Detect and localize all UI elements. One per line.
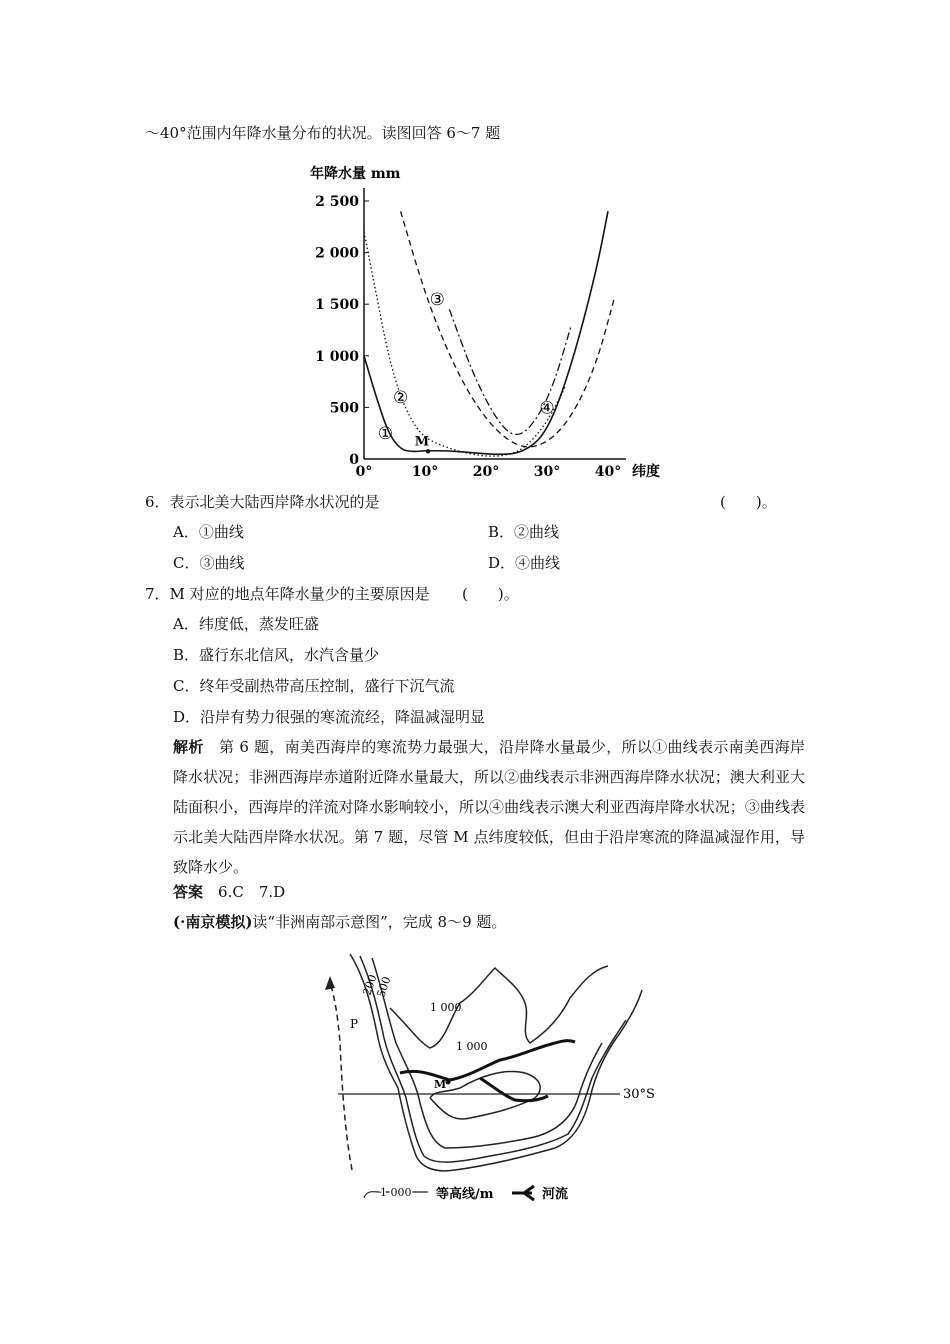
x-tick-label: 0° [355, 464, 373, 480]
q7-stem: 7．M 对应的地点年降水量少的主要原因是 [145, 585, 430, 603]
series-label-1: ① [377, 424, 393, 445]
next-source: (·南京模拟) [173, 913, 253, 931]
series-line-3 [401, 211, 614, 446]
x-tick-label: 10° [411, 464, 439, 480]
point-m-chart-label: M [414, 434, 430, 450]
series-line-2 [364, 232, 565, 456]
southern-africa-map [320, 948, 660, 1213]
analysis-block [173, 732, 805, 882]
contour-500 [372, 958, 602, 1148]
series-label-4: ④ [539, 398, 555, 419]
series-label-2: ② [392, 388, 409, 409]
y-tick-label: 500 [329, 400, 359, 417]
latitude-30s-label: 30°S [623, 1087, 655, 1102]
q6-bracket: ( )。 [720, 493, 777, 511]
next-instruction [173, 912, 506, 932]
map-legend [364, 1186, 568, 1202]
contour-200 [360, 956, 626, 1162]
current-p-label: P [350, 1017, 359, 1031]
legend-contour-symbol [364, 1192, 378, 1198]
contour-label-1000-b: 1 000 [456, 1040, 488, 1053]
x-tick-label: 30° [533, 464, 561, 480]
legend-contour-value: 1 000 [380, 1186, 412, 1199]
main-river [400, 1041, 575, 1080]
q6-option-a[interactable]: A．①曲线 [173, 523, 244, 541]
q7-option-d[interactable]: D．沿岸有势力很强的寒流流经，降温减湿明显 [173, 708, 486, 726]
legend-river-symbol [512, 1186, 534, 1200]
point-m-label: M [434, 1078, 447, 1091]
y-tick-label: 2 000 [315, 245, 359, 262]
y-axis-label: 年降水量 mm [310, 166, 401, 182]
contour-label-200: 200 [360, 972, 380, 997]
y-tick-labels [315, 194, 369, 468]
q7-option-a[interactable]: A．纬度低，蒸发旺盛 [173, 615, 319, 633]
next-text: 读“非洲南部示意图”，完成 8～9 题。 [252, 913, 507, 931]
contour-label-500: 500 [374, 974, 394, 999]
legend-river-label: 河流 [542, 1187, 569, 1202]
y-tick-label: 0 [349, 452, 359, 468]
contour-1000 [390, 966, 608, 1048]
x-tick-labels [356, 464, 622, 480]
q7-option-c[interactable]: C．终年受副热带高压控制，盛行下沉气流 [173, 677, 455, 695]
y-tick-label: 2 500 [315, 194, 359, 210]
point-m [446, 1080, 451, 1085]
precipitation-chart [300, 158, 670, 488]
answer-text: 6.C 7.D [218, 883, 286, 901]
series-labels [378, 290, 555, 453]
answer-line [173, 882, 285, 902]
q6-option-b[interactable]: B．②曲线 [488, 523, 560, 541]
q6-stem: 6．表示北美大陆西岸降水状况的是 [145, 493, 380, 511]
q6-option-c[interactable]: C．③曲线 [173, 554, 245, 572]
legend-contour-label: 等高线/m [436, 1187, 494, 1202]
q6-option-d[interactable]: D．④曲线 [488, 554, 561, 572]
chart-axes [364, 188, 626, 459]
answer-label: 答案 [173, 883, 204, 901]
y-tick-label: 1 000 [315, 348, 359, 365]
current-p-arrowhead [325, 976, 335, 990]
current-p-arrow [330, 983, 352, 1170]
q7-bracket: ( )。 [462, 585, 519, 603]
x-tick-label: 20° [472, 464, 500, 480]
x-axis-label: 纬度 [632, 464, 660, 480]
x-tick-label: 40° [594, 464, 622, 480]
contour-label-1000-a: 1 000 [430, 1001, 462, 1014]
point-m-marker [426, 449, 430, 453]
y-tick-label: 1 500 [315, 297, 359, 314]
analysis-label: 解析 [173, 738, 204, 756]
analysis-text: 第 6 题，南美西海岸的寒流势力最强大，沿岸降水量最少，所以①曲线表示南美西海岸降水状况；非洲西海岸赤道附近降水量最大，所以②曲线表示非洲西海岸降水状况；澳大利亚大陆面积小，西海岸的洋流对降水影响较小，所以④曲线表示澳大利亚西海岸降水状况；③曲线表示北美大陆西岸降水状况。第 7 题，尽管 M 点纬度较低，但由于沿岸寒流的降温减湿作用，导致降水少。 [173, 738, 805, 876]
q7-option-b[interactable]: B．盛行东北信风，水汽含量少 [173, 646, 380, 664]
intro-text: ～40°范围内年降水量分布的状况。读图回答 6～7 题 [145, 124, 501, 142]
series-label-3: ③ [429, 290, 445, 311]
chart-series [364, 211, 614, 456]
